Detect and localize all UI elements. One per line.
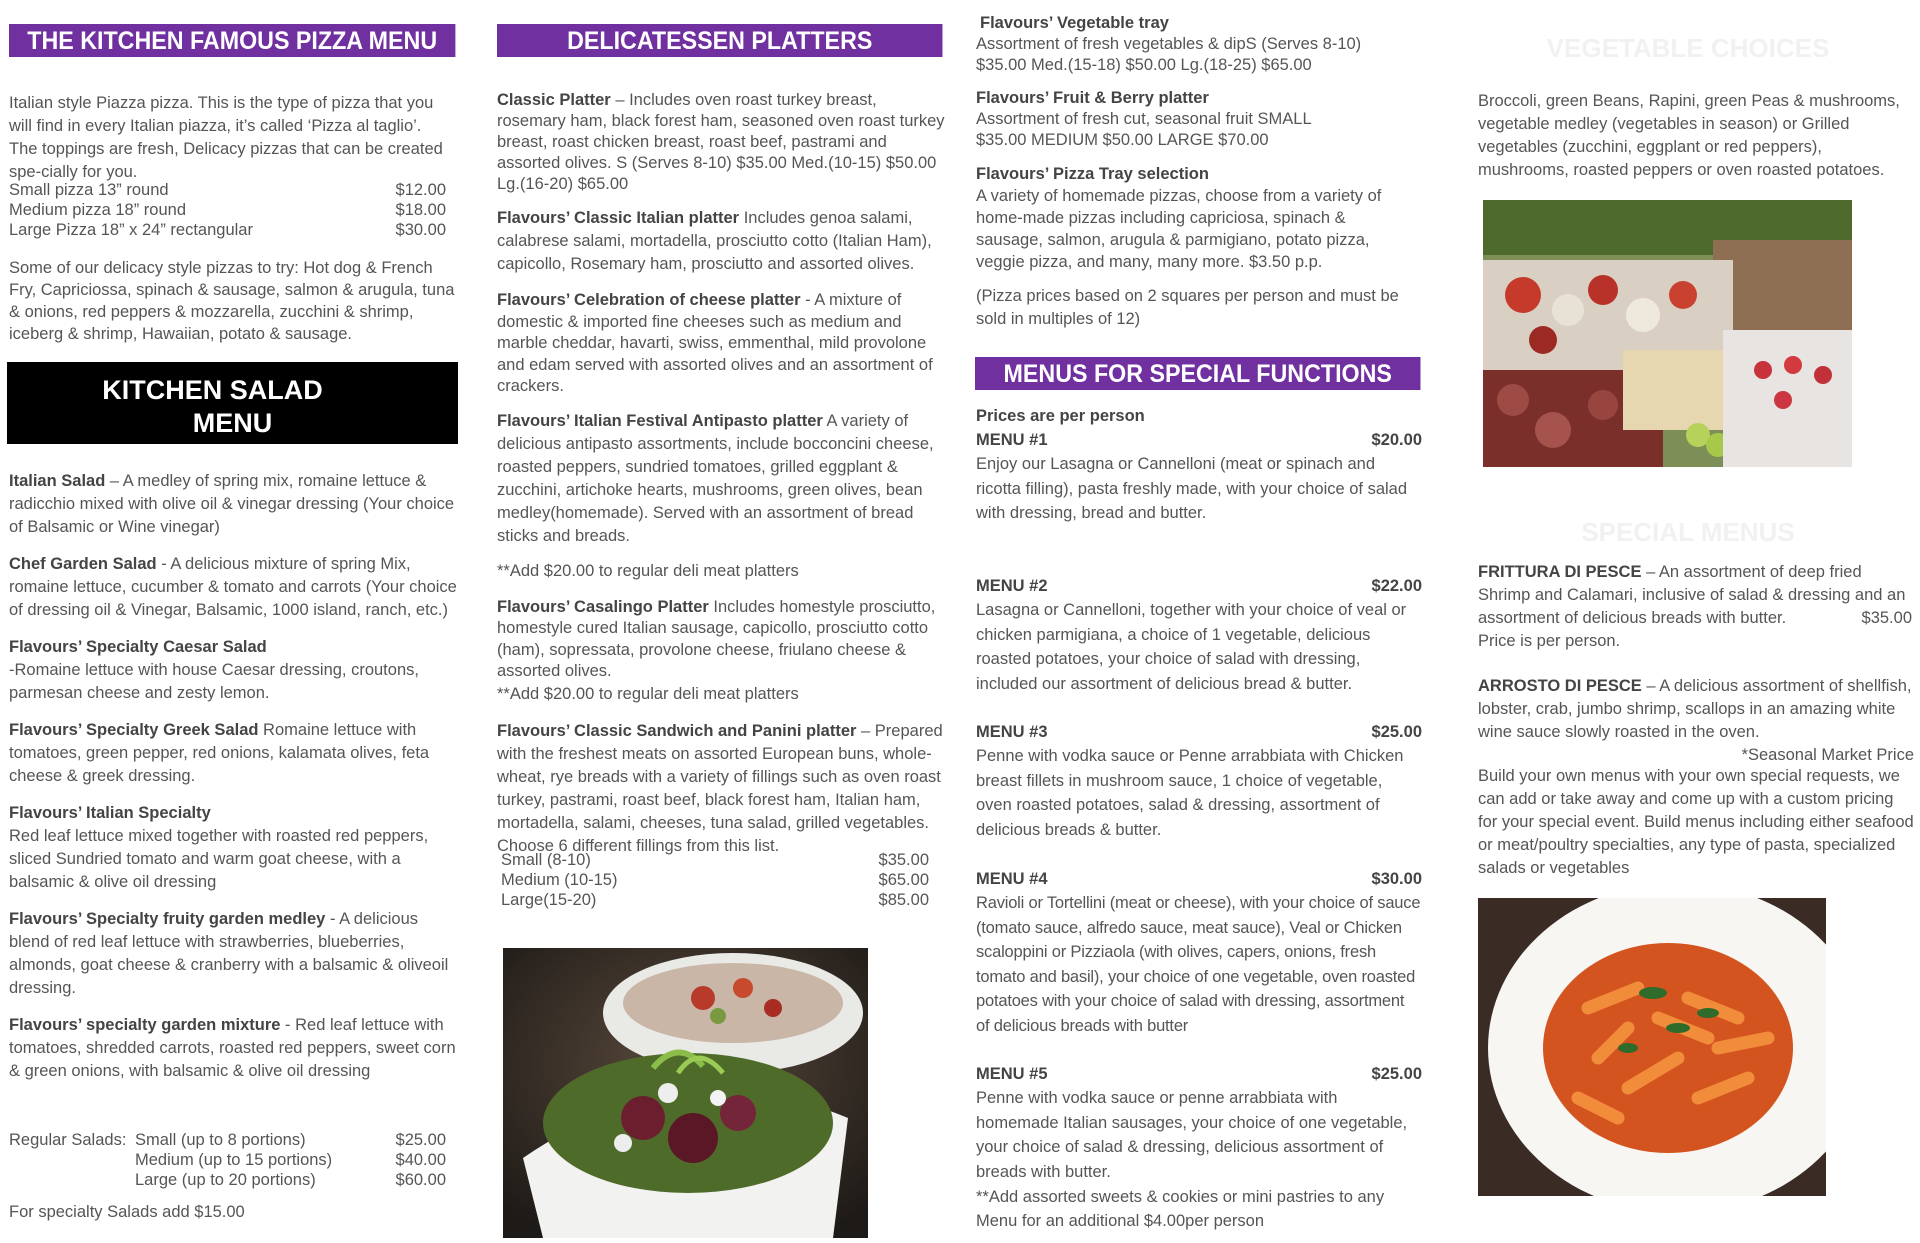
salad-item: Flavours’ Specialty fruity garden medley - A delicious blend of red leaf lettuce with strawberries, blueberries, almonds, goat cheese & cranberry with a balsamic & oliveoil dressing.: [9, 910, 449, 997]
salad-size-row: Small (up to 8 portions) $25.00: [135, 1131, 446, 1149]
menu-4: MENU #4 $30.00 Ravioli or Tortellini (meat or cheese), with your choice of sauce (tomato sauce, alfredo sauce, meat sauce), Veal or Chicken scaloppini or Pizziaola (with olives, capers, onions, fresh tomato and basil), your choice of one vegetable, oven roasted potatoes with your choice of salad with dressing, assortment of delicious breads with butter: [976, 870, 1422, 1035]
pizza-price-row: Large Pizza 18” x 24” rectangular $30.00: [9, 221, 446, 239]
pizza-intro: Italian style Piazza pizza. This is the type of pizza that you will find in every Italian piazza, it’s called ‘Pizza al taglio’. The toppings are fresh, Delicacy pizzas that can be created spe-cially for you.: [9, 94, 443, 181]
tray-item: Flavours’ Pizza Tray selection A variety of homemade pizzas, choose from a variety of home-made pizzas including capriciosa, spinach & sausage, salmon, arugula & parmigiano, potato pizza, veggie pizza, and many, many more. $3.50 p.p.: [976, 165, 1382, 271]
pizza-menu-heading: THE KITCHEN FAMOUS PIZZA MENU: [9, 24, 455, 57]
deli-item: Flavours’ Celebration of cheese platter - A mixture of domestic & imported fine cheeses such as medium and marble cheddar, havarti, swiss, emmenthal, mild provolone and edam served with assorted olives and an assortment of crackers.: [497, 291, 933, 395]
salad-menu-heading: KITCHEN SALAD MENU: [7, 362, 458, 444]
salad-item: Italian Salad – A medley of spring mix, romaine lettuce & radicchio mixed with olive oil & vinegar dressing (Your choice of Balsamic or Wine vinegar): [9, 472, 455, 536]
trays-list: [976, 13, 1422, 331]
pizza-price-row: Medium pizza 18” round $18.00: [9, 201, 446, 219]
arrosto-item: ARROSTO DI PESCE – A delicious assortment of shellfish, lobster, crab, jumbo shrimp, scallops in an amazing white wine sauce slowly roasted in the oven. *Seasonal Market Price: [1478, 677, 1914, 764]
menu-2: MENU #2 $22.00 Lasagna or Cannelloni, together with your choice of veal or chicken parmigiana, a choice of 1 vegetable, delicious roasted potatoes, your choice of salad with dressing, included our assortment of delicious bread & butter.: [976, 577, 1422, 693]
frittura-item: FRITTURA DI PESCE – An assortment of deep fried Shrimp and Calamari, inclusive of salad & dressing and an assortment of delicious breads with butter. $35.00: [1478, 563, 1912, 627]
vegetable-choices-text: Broccoli, green Beans, Rapini, green Peas & mushrooms, vegetable medley (vegetables in season) or Grilled vegetables (zucchini, eggplant or red peppers), mushrooms, roasted peppers or oven roasted potatoes.: [1478, 92, 1900, 179]
special-functions-heading: MENUS FOR SPECIAL FUNCTIONS: [975, 357, 1420, 390]
sandwich-size-row: Small (8-10) $35.00: [501, 851, 929, 869]
tray-item: Flavours’ Vegetable tray Assortment of fresh vegetables & dipS (Serves 8-10) $35.00 Med.(15-18) $50.00 Lg.(18-25) $65.00: [976, 14, 1362, 74]
menu-1: MENU #1 $20.00 Enjoy our Lasagna or Cannelloni (meat or spinach and ricotta filling), pasta freshly made, with your choice of salad with dressing, bread and butter.: [976, 431, 1422, 522]
sandwich-size-row: Large(15-20) $85.00: [501, 891, 929, 909]
special-menus-heading: SPECIAL MENUS: [1581, 517, 1795, 547]
pizza-delicacy-text: Some of our delicacy style pizzas to try: Hot dog & French Fry, Capriciossa, spinach & sausage, salmon & arugula, tuna & onions, red peppers & mozzarella, zucchini & shrimp, iceberg & shrimp, Hawaiian, potato & sausage.: [9, 259, 455, 343]
vegetable-choices-heading: VEGETABLE CHOICES: [1546, 33, 1830, 63]
salad-item: Flavours’ Italian Specialty Red leaf lettuce mixed together with roasted red peppers, sliced Sundried tomato and warm goat cheese, with a balsamic & olive oil dressing: [9, 804, 429, 891]
salad-item: Flavours’ Specialty Caesar Salad -Romaine lettuce with house Caesar dressing, croutons, parmesan cheese and zesty lemon.: [9, 638, 419, 702]
sandwich-size-row: Medium (10-15) $65.00: [501, 871, 929, 889]
salad-size-list: Regular Salads: Small (up to 8 portions) $25.00 Medium (up to 15 portions) $40.00 Large (up to 20 portions) $60.00: [9, 1131, 446, 1189]
salad-item: Flavours’ Specialty Greek Salad Romaine lettuce with tomatoes, green pepper, red onions, kalamata olives, feta cheese & greek dressing.: [9, 721, 430, 785]
build-your-own-text: Build your own menus with your own special requests, we can add or take away and come up with a custom pricing for your special event. Build menus including either seafood or meat/poultry specialties, any type of pasta, specialized salads or vegetables: [1478, 767, 1914, 877]
menu-3: MENU #3 $25.00 Penne with vodka sauce or Penne arrabbiata with Chicken breast fillets in mushroom sauce, 1 choice of vegetable, oven roasted potatoes, salad & dressing, assortment of delicious breads & butter.: [976, 723, 1422, 839]
salad-size-row: Medium (up to 15 portions) $40.00: [135, 1151, 446, 1169]
deli-item: Flavours’ Italian Festival Antipasto platter A variety of delicious antipasto assortments, include bocconcini cheese, roasted peppers, sundried tomatoes, grilled eggplant & zucchini, artichoke hearts, mushrooms, green olives, bean medley(homemade). Served with an assortment of bread sticks and breads.: [497, 411, 934, 545]
pizza-price-row: Small pizza 13” round $12.00: [9, 181, 446, 199]
deli-item: Flavours’ Classic Italian platter Includes genoa salami, calabrese salami, mortadella, prosciutto cotto (Italian Ham), capicollo, Rosemary ham, prosciutto and assorted olives.: [497, 209, 932, 273]
buffet-photo: [1483, 200, 1852, 467]
pizza-tray-note: (Pizza prices based on 2 squares per person and must be sold in multiples of 12): [976, 287, 1399, 328]
menu-5: MENU #5 $25.00 Penne with vodka sauce or penne arrabbiata with homemade Italian sausages, your choice of one vegetable, your choice of salad & dressing, delicious assortment of breads with butter.: [976, 1065, 1422, 1181]
deli-item: Flavours’ Classic Sandwich and Panini platter – Prepared with the freshest meats on assorted European buns, whole-wheat, rye breads with a variety of fillings such as oven roast turkey, pastrami, roast beef, black forest ham, Italian ham, mortadella, salami, cheeses, tuna salad, grilled vegetables. Choose 6 different fillings from this list.: [497, 721, 943, 855]
deli-note: **Add $20.00 to regular deli meat platters: [497, 561, 799, 580]
deli-note: **Add $20.00 to regular deli meat platters: [497, 684, 799, 703]
pizza-price-list: [9, 180, 446, 240]
sandwich-size-list: [501, 850, 929, 910]
frittura-note: Price is per person.: [1478, 632, 1621, 650]
tray-item: Flavours’ Fruit & Berry platter Assortment of fresh cut, seasonal fruit SMALL $35.00 MEDIUM $50.00 LARGE $70.00: [976, 89, 1312, 149]
salad-item: Chef Garden Salad - A delicious mixture of spring Mix, romaine lettuce, cucumber & tomato and carrots (Your choice of dressing oil & Vinegar, Balsamic, 1000 island, ranch, etc.): [9, 555, 457, 619]
per-person-note: Prices are per person: [976, 407, 1145, 425]
deli-item: Classic Platter – Includes oven roast turkey breast, rosemary ham, black forest ham, seasoned oven roast turkey breast, roast chicken breast, roast beef, pastrami and assorted olives. S (Serves 8-10) $35.00 Med.(10-15) $50.00 Lg.(16-20) $65.00: [497, 91, 945, 193]
salad-photo: [503, 948, 868, 1238]
sweets-footnote: **Add assorted sweets & cookies or mini pastries to any Menu for an additional $4.00per person: [976, 1188, 1385, 1230]
specialty-salad-note: For specialty Salads add $15.00: [9, 1203, 245, 1221]
deli-list: [497, 90, 945, 858]
salad-item: Flavours’ specialty garden mixture - Red leaf lettuce with tomatoes, shredded carrots, roasted red peppers, sweet corn & green onions, with balsamic & olive oil dressing: [9, 1016, 456, 1080]
deli-platters-heading: DELICATESSEN PLATTERS: [497, 24, 942, 57]
deli-item: Flavours’ Casalingo Platter Includes homestyle prosciutto, homestyle cured Italian sausage, capicollo, prosciutto cotto (ham), sopressata, provolone cheese, friulano cheese & assorted olives.: [497, 597, 936, 680]
salad-list: [9, 470, 461, 1097]
pasta-photo: [1478, 898, 1826, 1196]
salad-size-row: Large (up to 20 portions) $60.00: [135, 1171, 446, 1189]
